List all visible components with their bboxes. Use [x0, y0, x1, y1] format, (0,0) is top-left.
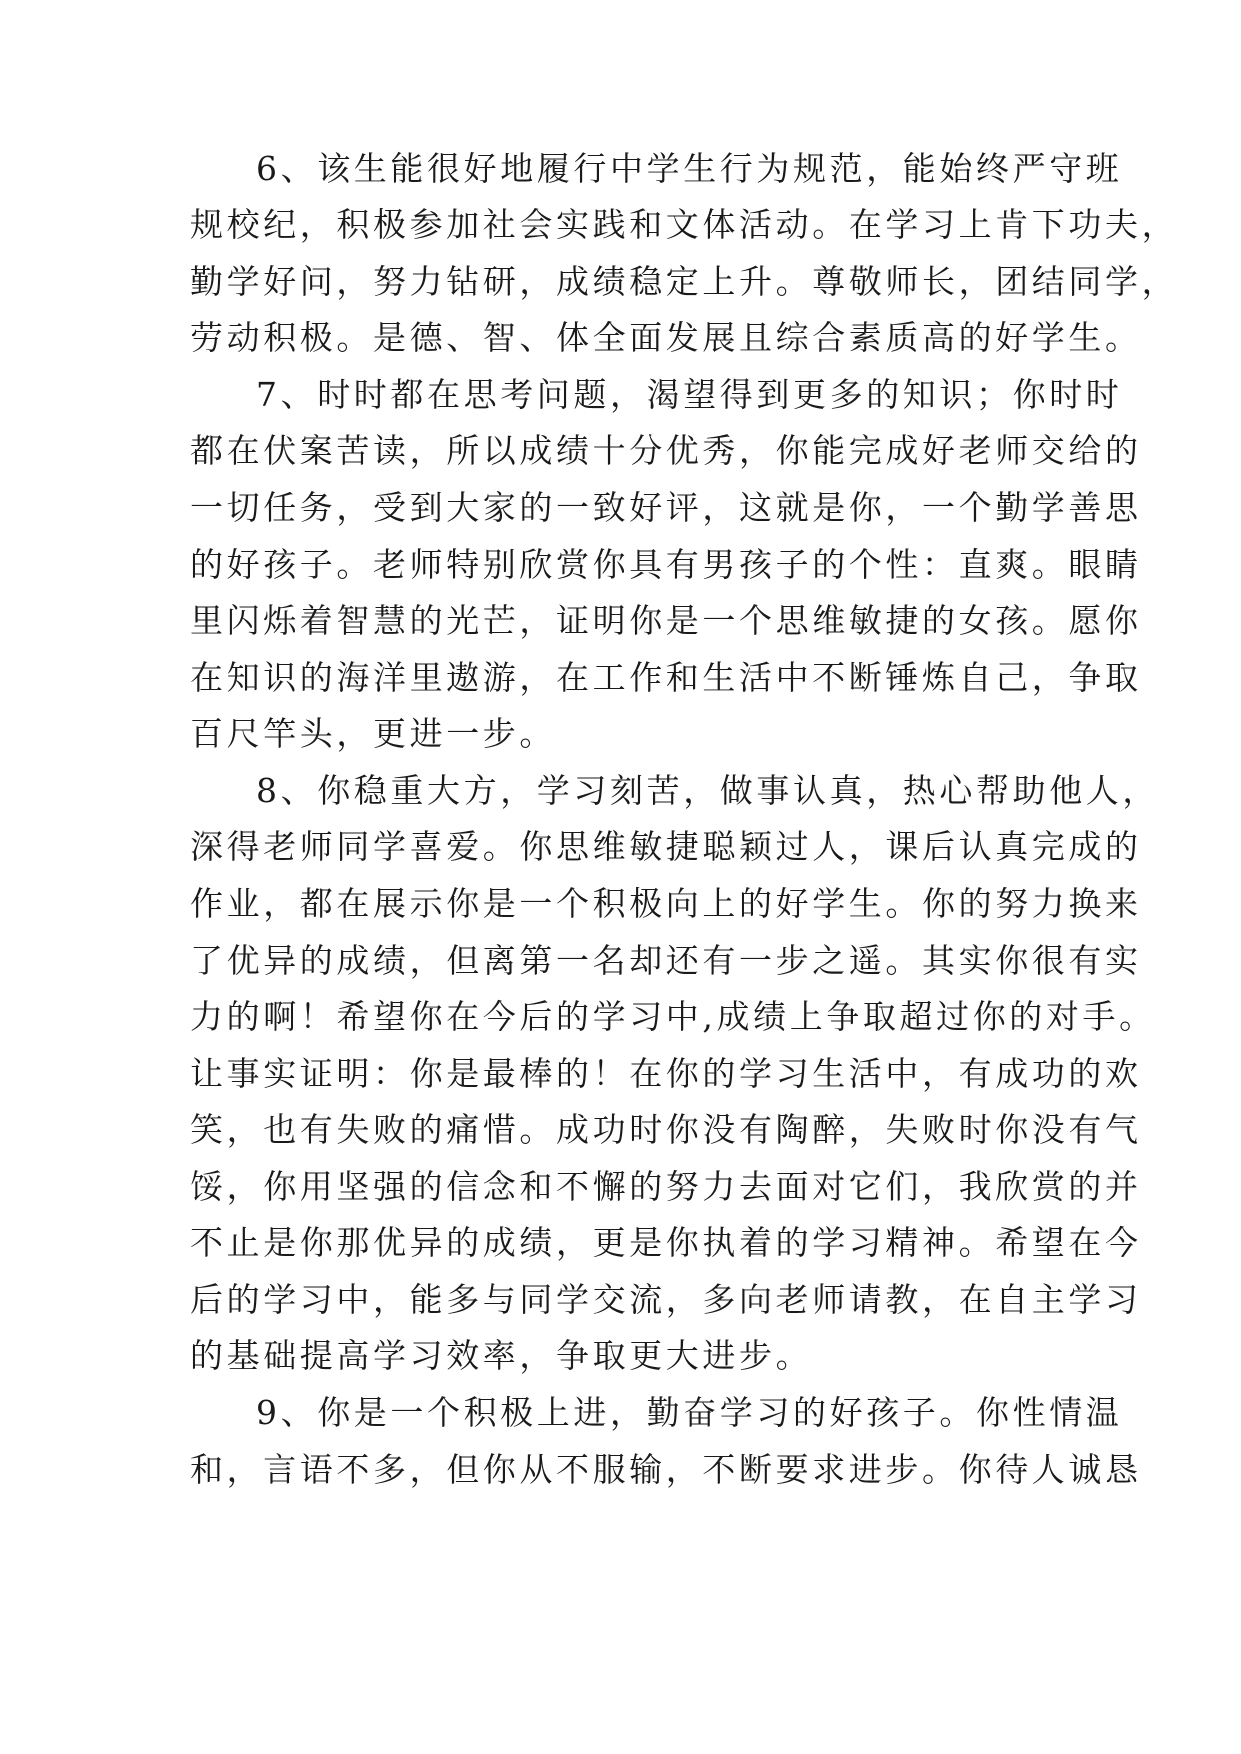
text-line: 作业，都在展示你是一个积极向上的好学生。你的努力换来: [190, 884, 1142, 923]
text-line: 劳动积极。是德、智、体全面发展且综合素质高的好学生。: [190, 318, 1142, 357]
text-line: 里闪烁着智慧的光芒，证明你是一个思维敏捷的女孩。愿你: [190, 601, 1142, 640]
text-line: 深得老师同学喜爱。你思维敏捷聪颖过人，课后认真完成的: [190, 827, 1142, 866]
text-line: 一切任务，受到大家的一致好评，这就是你，一个勤学善思: [190, 488, 1142, 527]
text-line: 了优异的成绩，但离第一名却还有一步之遥。其实你很有实: [190, 941, 1142, 980]
text-line: 不止是你那优异的成绩，更是你执着的学习精神。希望在今: [190, 1223, 1142, 1262]
text-line: 力的啊！希望你在今后的学习中,成绩上争取超过你的对手。: [190, 997, 1156, 1036]
text-line: 让事实证明：你是最棒的！在你的学习生活中，有成功的欢: [190, 1054, 1142, 1093]
text-line: 在知识的海洋里遨游，在工作和生活中不断锤炼自己，争取: [190, 658, 1142, 697]
text-line: 的好孩子。老师特别欣赏你具有男孩子的个性：直爽。眼睛: [190, 545, 1142, 584]
text-line: 勤学好问，努力钻研，成绩稳定上升。尊敬师长，团结同学，: [190, 262, 1179, 301]
text-line: 8、你稳重大方，学习刻苦，做事认真，热心帮助他人，: [256, 771, 1159, 810]
text-line: 和，言语不多，但你从不服输，不断要求进步。你待人诚恳: [190, 1450, 1142, 1489]
text-line: 9、你是一个积极上进，勤奋学习的好孩子。你性情温: [256, 1393, 1123, 1432]
text-line: 后的学习中，能多与同学交流，多向老师请教，在自主学习: [190, 1280, 1142, 1319]
text-line: 规校纪，积极参加社会实践和文体活动。在学习上肯下功夫，: [190, 205, 1179, 244]
text-line: 百尺竿头，更进一步。: [190, 714, 556, 753]
text-line: 的基础提高学习效率，争取更大进步。: [190, 1336, 813, 1375]
text-line: 6、该生能很好地履行中学生行为规范，能始终严守班: [256, 149, 1123, 188]
text-line: 7、时时都在思考问题，渴望得到更多的知识；你时时: [256, 375, 1123, 414]
text-line: 笑，也有失败的痛惜。成功时你没有陶醉，失败时你没有气: [190, 1110, 1142, 1149]
text-line: 馁，你用坚强的信念和不懈的努力去面对它们，我欣赏的并: [190, 1167, 1142, 1206]
text-line: 都在伏案苦读，所以成绩十分优秀，你能完成好老师交给的: [190, 431, 1142, 470]
